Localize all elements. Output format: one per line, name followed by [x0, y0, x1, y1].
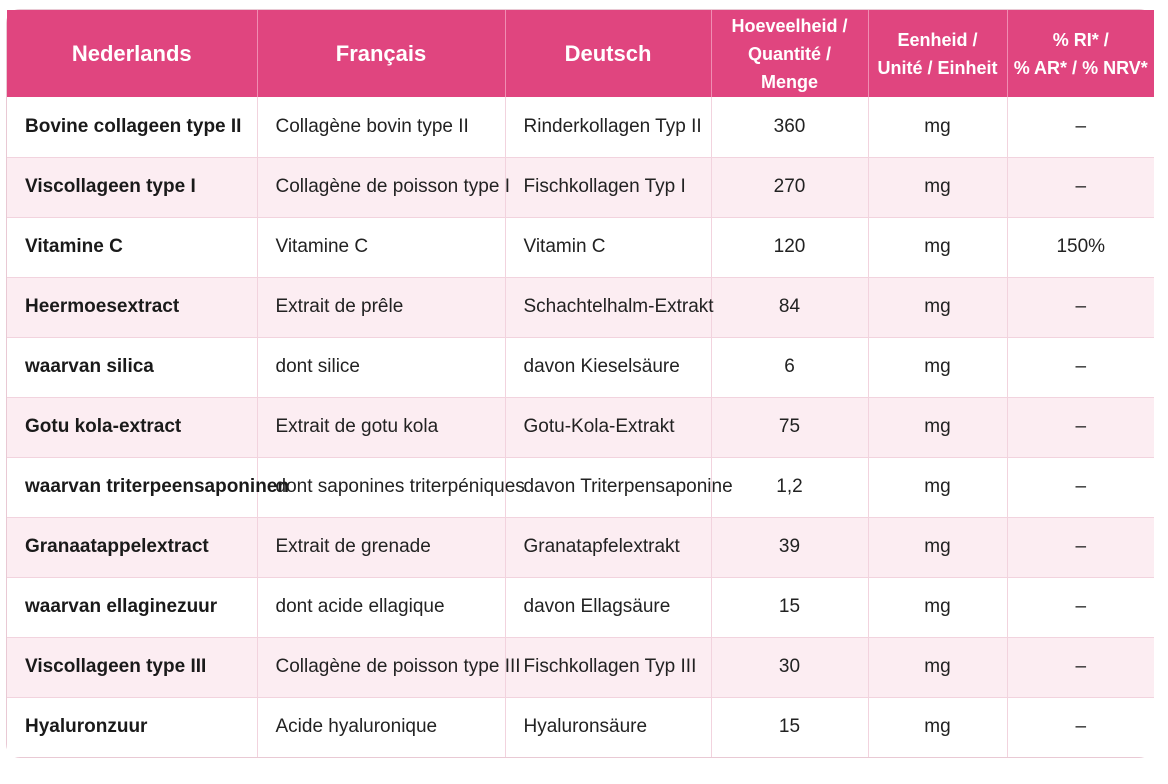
cell-ri: –	[1007, 337, 1154, 397]
table-row	[7, 217, 1154, 277]
cell-french: Extrait de prêle	[257, 277, 505, 337]
table-row	[7, 457, 1154, 517]
cell-french: dont acide ellagique	[257, 577, 505, 637]
table-row	[7, 577, 1154, 637]
cell-quantity: 15	[711, 697, 868, 757]
cell-french: dont silice	[257, 337, 505, 397]
cell-french: Collagène bovin type II	[257, 97, 505, 157]
cell-german: Fischkollagen Typ III	[505, 637, 711, 697]
cell-ri: –	[1075, 716, 1087, 738]
cell-unit: mg	[868, 577, 1007, 637]
cell-german: davon Kieselsäure	[505, 337, 711, 397]
cell-german: davon Ellagsäure	[505, 577, 711, 637]
cell-german: davon Triterpensaponine	[505, 457, 711, 517]
cell-dutch: Granaatappelextract	[7, 517, 257, 577]
cell-quantity: 84	[711, 277, 868, 337]
cell-ri: –	[1007, 577, 1154, 637]
cell-unit: mg	[868, 217, 1007, 277]
cell-unit: mg	[868, 637, 1007, 697]
cell-unit: mg	[868, 457, 1007, 517]
header-ri	[1007, 10, 1154, 97]
cell-dutch: Hyaluronzuur	[7, 697, 257, 757]
cell-quantity: 30	[711, 637, 868, 697]
cell-quantity: 1,2	[711, 457, 868, 517]
cell-french: dont saponines triterpéniques	[257, 457, 505, 517]
header-quantity-line1: Hoeveelheid /	[731, 15, 848, 36]
ingredients-table	[7, 10, 1154, 757]
cell-french: Extrait de grenade	[257, 517, 505, 577]
header-quantity-line2: Quantité / Menge	[747, 43, 831, 92]
nutrition-table	[6, 9, 1153, 758]
cell-ri: –	[1007, 157, 1154, 217]
header-unit	[868, 10, 1007, 97]
cell-dutch: Gotu kola-extract	[7, 397, 257, 457]
cell-quantity: 15	[711, 577, 868, 637]
cell-unit: mg	[868, 697, 1007, 757]
header-unit-line1: Eenheid /	[897, 29, 978, 50]
cell-quantity: 6	[711, 337, 868, 397]
cell-dutch: Heermoesextract	[7, 277, 257, 337]
cell-quantity: 270	[711, 157, 868, 217]
header-german: Deutsch	[505, 10, 711, 97]
cell-ri: –	[1007, 637, 1154, 697]
table-row	[7, 517, 1154, 577]
cell-unit: mg	[868, 97, 1007, 157]
table-row	[7, 277, 1154, 337]
cell-french: Collagène de poisson type I	[257, 157, 505, 217]
cell-ri: 150%	[1007, 217, 1154, 277]
header-ri-line1: % RI* /	[1052, 29, 1109, 50]
cell-quantity: 39	[711, 517, 868, 577]
cell-french: Vitamine C	[257, 217, 505, 277]
cell-unit: mg	[868, 277, 1007, 337]
table-row	[7, 637, 1154, 697]
cell-german: Granatapfelextrakt	[505, 517, 711, 577]
table-row	[7, 337, 1154, 397]
cell-ri: –	[1007, 397, 1154, 457]
cell-ri: –	[1007, 517, 1154, 577]
header-dutch: Nederlands	[7, 10, 257, 97]
cell-german: Schachtelhalm-Extrakt	[505, 277, 711, 337]
cell-dutch: waarvan triterpeensaponinen	[7, 457, 257, 517]
cell-dutch: Bovine collageen type II	[7, 97, 257, 157]
table-row	[7, 697, 1154, 757]
cell-unit: mg	[868, 157, 1007, 217]
cell-ri: –	[1007, 97, 1154, 157]
cell-quantity: 120	[711, 217, 868, 277]
cell-quantity: 360	[711, 97, 868, 157]
cell-quantity: 75	[711, 397, 868, 457]
cell-ri: –	[1007, 457, 1154, 517]
table-body	[7, 97, 1154, 757]
header-unit-line2: Unité / Einheit	[877, 57, 998, 78]
cell-unit: mg	[868, 337, 1007, 397]
cell-german: Gotu-Kola-Extrakt	[505, 397, 711, 457]
header-ri-line2: % AR* / % NRV*	[1013, 57, 1148, 78]
header-row	[7, 10, 1154, 97]
cell-dutch: waarvan ellaginezuur	[7, 577, 257, 637]
cell-dutch: Vitamine C	[7, 217, 257, 277]
table-row	[7, 397, 1154, 457]
table-row	[7, 97, 1154, 157]
cell-dutch: waarvan silica	[7, 337, 257, 397]
cell-german: Fischkollagen Typ I	[505, 157, 711, 217]
cell-unit: mg	[868, 397, 1007, 457]
cell-german: Vitamin C	[505, 217, 711, 277]
cell-german: Hyaluronsäure	[505, 697, 711, 757]
header-french: Français	[257, 10, 505, 97]
header-quantity	[711, 10, 868, 97]
cell-dutch: Viscollageen type I	[7, 157, 257, 217]
table-row	[7, 157, 1154, 217]
cell-german: Rinderkollagen Typ II	[505, 97, 711, 157]
cell-unit: mg	[868, 517, 1007, 577]
cell-french: Collagène de poisson type III	[257, 637, 505, 697]
cell-french: Extrait de gotu kola	[257, 397, 505, 457]
cell-french: Acide hyaluronique	[257, 697, 505, 757]
table-header	[7, 10, 1154, 97]
cell-ri: –	[1007, 277, 1154, 337]
cell-dutch: Viscollageen type III	[7, 637, 257, 697]
